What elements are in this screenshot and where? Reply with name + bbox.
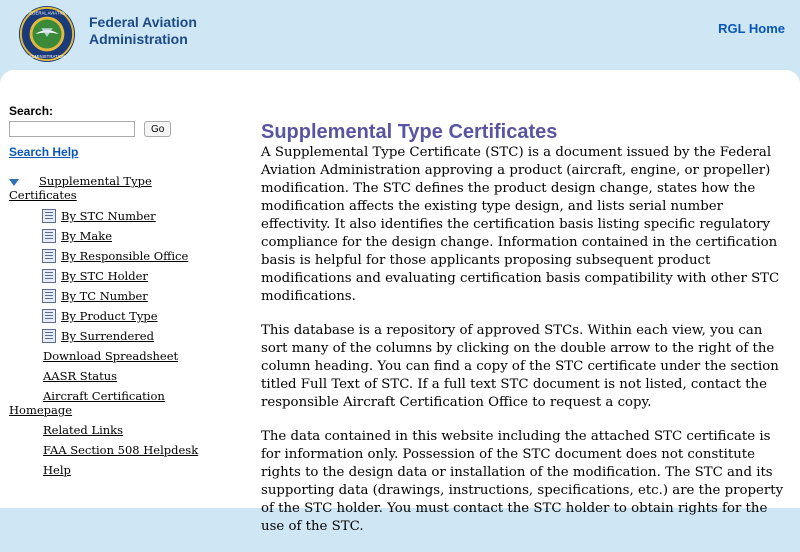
nav-view-label[interactable]: By Responsible Office: [61, 249, 189, 263]
view-icon: [42, 329, 56, 343]
nav-view-by-stc-number[interactable]: [9, 206, 219, 226]
aasr-status-link[interactable]: AASR Status: [43, 369, 118, 383]
view-icon: [42, 269, 56, 283]
view-icon: [42, 209, 56, 223]
expand-triangle-icon[interactable]: [9, 179, 19, 186]
nav-view-label[interactable]: By STC Holder: [61, 269, 148, 283]
nav-section-stc: [9, 174, 219, 202]
site-header: [0, 0, 800, 70]
agency-line-2: Administration: [89, 31, 188, 47]
search-row: [9, 121, 219, 140]
search-label: Search:: [9, 104, 54, 118]
nav-section-stc-link[interactable]: Supplemental Type Certificates: [9, 174, 152, 202]
nav-view-by-responsible-office[interactable]: [9, 246, 219, 266]
search-help-link[interactable]: Search Help: [9, 145, 79, 159]
repository-paragraph: This database is a repository of approved STCs. Within each view, you can sort many of the columns by clicking on the double arrow to the right of the column heading. You can find a copy of the STC certificate under the section titled Full Text of STC. If a full text STC document is not listed, contact the responsible Aircraft Certification Office to request a copy.: [261, 323, 779, 410]
nav-view-by-surrendered[interactable]: [9, 326, 219, 346]
content-panel: [0, 70, 800, 534]
nav-view-by-make[interactable]: [9, 226, 219, 246]
main-content: [261, 120, 793, 552]
svg-text:ADMINISTRATION: ADMINISTRATION: [28, 54, 66, 60]
view-icon: [42, 229, 56, 243]
nav-view-label[interactable]: By TC Number: [61, 289, 148, 303]
faa-seal-icon: [18, 5, 76, 63]
nav-link-508-helpdesk: [9, 440, 219, 460]
nav-view-label[interactable]: By STC Number: [61, 209, 156, 223]
download-spreadsheet-link[interactable]: Download Spreadsheet: [43, 349, 179, 363]
nav-view-by-product-type[interactable]: [9, 306, 219, 326]
page-title: Supplemental Type Certificates: [261, 121, 558, 143]
faa-508-helpdesk-link[interactable]: FAA Section 508 Helpdesk: [43, 443, 199, 457]
aircraft-certification-link[interactable]: Aircraft Certification Homepage: [9, 389, 165, 417]
nav-link-related-links: [9, 420, 219, 440]
search-input[interactable]: [9, 121, 135, 137]
nav-view-label[interactable]: By Surrendered: [61, 329, 154, 343]
related-links-link[interactable]: Related Links: [43, 423, 124, 437]
sidebar: [9, 104, 219, 480]
view-icon: [42, 249, 56, 263]
go-button[interactable]: Go: [144, 121, 171, 137]
nav-link-aasr-status: [9, 366, 219, 386]
nav-view-label[interactable]: By Product Type: [61, 309, 158, 323]
nav-link-download-spreadsheet: [9, 346, 219, 366]
nav-link-aircraft-certification: [9, 389, 219, 417]
nav-view-label[interactable]: By Make: [61, 229, 113, 243]
agency-line-1: Federal Aviation: [89, 14, 197, 30]
svg-text:FEDERAL AVIATION: FEDERAL AVIATION: [26, 10, 68, 16]
intro-paragraph: A Supplemental Type Certificate (STC) is a document issued by the Federal Aviation Administration approving a product (aircraft, engine, or propeller) modification. The STC defines the product design change, states how the modification affects the existing type design, and lists serial number effectivity. It also identifies the certification basis listing specific regulatory compliance for the design change. Information contained in the certification basis is helpful for those applicants proposing subsequent product modifications and evaluating certification basis compatibility with other STC modifications.: [261, 145, 780, 304]
nav-link-help: [9, 460, 219, 480]
nav-view-by-stc-holder[interactable]: [9, 266, 219, 286]
sidebar-nav: [9, 174, 219, 480]
view-icon: [42, 289, 56, 303]
rgl-home-link[interactable]: RGL Home: [718, 21, 785, 36]
view-icon: [42, 309, 56, 323]
help-link[interactable]: Help: [43, 463, 71, 477]
nav-view-by-tc-number[interactable]: [9, 286, 219, 306]
disclaimer-paragraph: The data contained in this website including the attached STC certificate is for information only. Possession of the STC document does not constitute rights to the design data or installation of the modification. The STC and its supporting data (drawings, instructions, specifications, etc.) are the property of the STC holder. You must contact the STC holder to obtain rights for the use of the STC.: [261, 429, 784, 534]
agency-name: [89, 14, 197, 48]
